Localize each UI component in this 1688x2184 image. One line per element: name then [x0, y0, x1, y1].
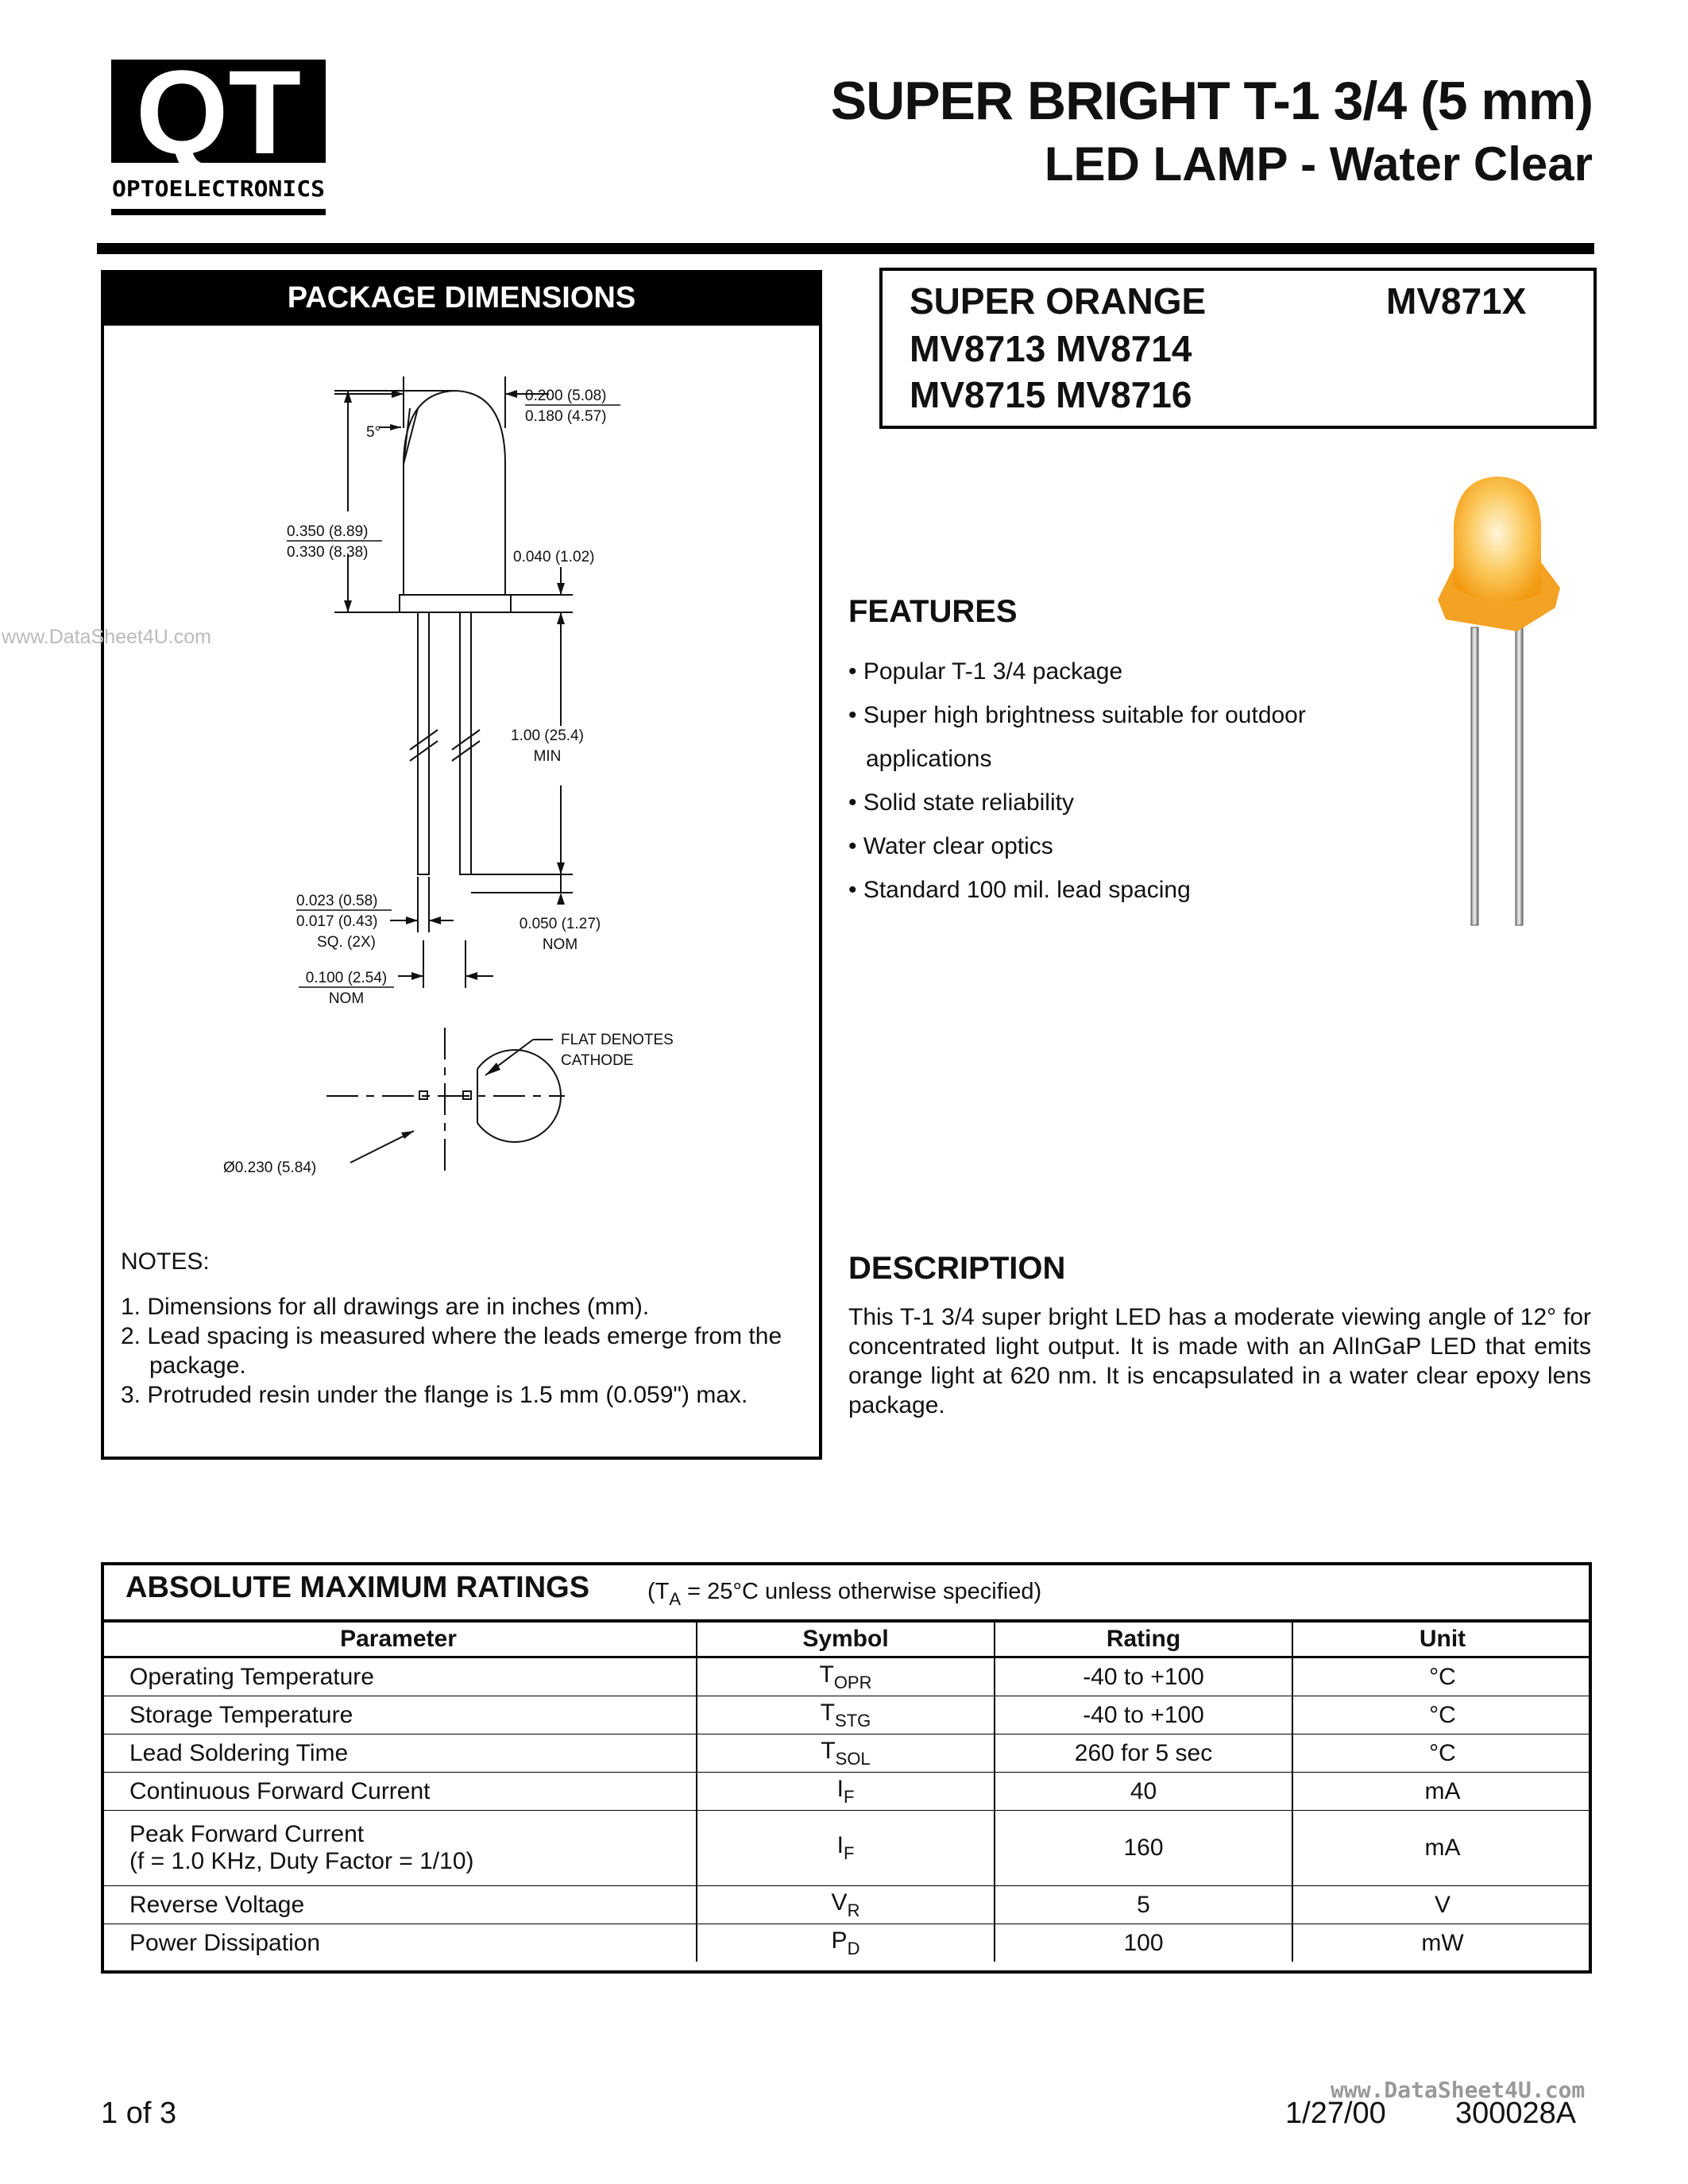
description-title: DESCRIPTION [848, 1251, 1066, 1286]
symbol-subscript: F [843, 1843, 855, 1863]
symbol-subscript: STG [835, 1710, 871, 1731]
table-row [101, 1886, 1592, 1924]
notes-title: NOTES: [121, 1248, 210, 1275]
logo-letters: QT [135, 60, 302, 179]
header-rule [97, 243, 1594, 254]
features-title: FEATURES [848, 594, 1018, 629]
dim-height-max: 0.350 (8.89) [287, 523, 369, 540]
parameter-name: Peak Forward Current [129, 1821, 365, 1847]
cell-parameter [101, 1924, 697, 1962]
cell-unit: °C [1292, 1696, 1592, 1734]
table-row [101, 1773, 1592, 1811]
col-header-parameter: Parameter [101, 1621, 697, 1657]
symbol-letter: I [836, 1775, 844, 1802]
part-numbers-row1: MV8713 MV8714 [910, 328, 1192, 369]
table-row [101, 1811, 1592, 1886]
cell-symbol [697, 1773, 995, 1811]
cond-prefix: (T [647, 1579, 670, 1604]
note-item: 2. Lead spacing is measured where the leads emerge from the package. [121, 1323, 782, 1379]
symbol-subscript: F [843, 1786, 855, 1807]
table-row [101, 1734, 1592, 1773]
cell-symbol [697, 1924, 995, 1962]
symbol-subscript: SOL [835, 1748, 871, 1769]
features-list [848, 650, 1389, 912]
dim-diameter: Ø0.230 (5.84) [223, 1160, 317, 1176]
cell-parameter [101, 1657, 697, 1696]
cell-unit: mA [1292, 1811, 1592, 1886]
parameter-detail: (f = 1.0 KHz, Duty Factor = 1/10) [129, 1848, 474, 1874]
feature-item: • Super high brightness suitable for outdoor applications [848, 702, 1306, 772]
note-item: 1. Dimensions for all drawings are in inches (mm). [121, 1294, 650, 1320]
table-row [101, 1657, 1592, 1696]
symbol-subscript: D [847, 1938, 860, 1958]
cell-parameter [101, 1811, 697, 1886]
page-number: 1 of 3 [101, 2097, 177, 2130]
doc-title: SUPER BRIGHT T-1 3/4 (5 mm) [830, 71, 1593, 131]
cell-rating: 5 [995, 1886, 1292, 1924]
dim-lens-width-max: 0.200 (5.08) [525, 388, 607, 404]
cell-unit: °C [1292, 1734, 1592, 1773]
cell-parameter [101, 1734, 697, 1773]
symbol-letter: T [820, 1699, 836, 1726]
cond-suffix: = 25°C unless otherwise specified) [681, 1579, 1042, 1604]
watermark-bottom: www.DataSheet4U.com [1331, 2077, 1586, 2103]
feature-item: • Water clear optics [848, 833, 1053, 859]
package-dimensions-heading: PACKAGE DIMENSIONS [101, 270, 822, 326]
dim-height-min: 0.330 (8.38) [287, 544, 369, 561]
ratings-title: ABSOLUTE MAXIMUM RATINGS [126, 1571, 590, 1604]
cell-symbol [697, 1811, 995, 1886]
symbol-subscript: OPR [833, 1672, 872, 1692]
doc-date: 1/27/00 [1285, 2097, 1386, 2130]
flat-note-line1: FLAT DENOTES [561, 1032, 674, 1048]
cell-unit: mW [1292, 1924, 1592, 1962]
part-series-code: MV871X [1386, 280, 1527, 322]
qt-logo [111, 60, 326, 218]
parameter-name: Power Dissipation [129, 1929, 321, 1956]
cell-rating: 40 [995, 1773, 1292, 1811]
cond-sub: A [669, 1589, 682, 1609]
cell-symbol [697, 1886, 995, 1924]
cell-symbol [697, 1696, 995, 1734]
dim-flange: 0.040 (1.02) [513, 549, 595, 565]
cell-rating: -40 to +100 [995, 1657, 1292, 1696]
led-lamp-image [1422, 469, 1581, 929]
symbol-letter: P [831, 1927, 848, 1954]
table-row [101, 1696, 1592, 1734]
feature-item: • Standard 100 mil. lead spacing [848, 877, 1191, 903]
dim-spacing: 0.100 (2.54) [305, 970, 388, 986]
cell-parameter [101, 1696, 697, 1734]
cell-symbol [697, 1657, 995, 1696]
package-notes [121, 1247, 804, 1410]
description-text: This T-1 3/4 super bright LED has a moderate viewing angle of 12° for concentrated light output. It is made with an AlInGaP LED that emits orange light at 620 nm. It is encapsulated in a water clear epoxy lens package. [848, 1304, 1591, 1418]
cell-parameter [101, 1886, 697, 1924]
cell-rating: 260 for 5 sec [995, 1734, 1292, 1773]
dim-lead-size-max: 0.023 (0.58) [296, 893, 378, 909]
col-header-unit: Unit [1292, 1621, 1592, 1657]
symbol-letter: T [821, 1737, 836, 1764]
cell-symbol [697, 1734, 995, 1773]
package-drawing [104, 329, 819, 1242]
cell-rating: 100 [995, 1924, 1292, 1962]
symbol-subscript: R [847, 1900, 860, 1920]
dim-lead-length: 1.00 (25.4) [511, 727, 584, 744]
part-color-name: SUPER ORANGE [910, 280, 1207, 322]
symbol-letter: I [836, 1832, 844, 1858]
col-header-rating: Rating [995, 1621, 1292, 1657]
part-numbers-row2: MV8715 MV8716 [910, 374, 1192, 415]
dim-standoff-note: NOM [542, 936, 578, 953]
dim-spacing-note: NOM [328, 990, 365, 1007]
col-header-symbol: Symbol [697, 1621, 995, 1657]
note-item: 3. Protruded resin under the flange is 1.5 mm (0.059") max. [121, 1382, 748, 1408]
dim-standoff: 0.050 (1.27) [519, 916, 601, 932]
doc-number: 300028A [1455, 2097, 1577, 2130]
parameter-name: Continuous Forward Current [129, 1777, 431, 1804]
notes-list [121, 1292, 804, 1410]
cell-rating: -40 to +100 [995, 1696, 1292, 1734]
parameter-name: Storage Temperature [129, 1701, 353, 1728]
cell-parameter [101, 1773, 697, 1811]
ratings-header-row [101, 1621, 1592, 1657]
symbol-letter: V [831, 1889, 848, 1916]
ratings-body [101, 1657, 1592, 1962]
ratings-table [101, 1619, 1592, 1962]
dim-angle: 5° [366, 424, 381, 441]
dim-lead-length-note: MIN [533, 748, 562, 765]
dim-lead-size-min: 0.017 (0.43) [296, 913, 378, 930]
cell-rating: 160 [995, 1811, 1292, 1886]
dim-lead-size-note: SQ. (2X) [317, 934, 376, 951]
doc-subtitle: LED LAMP - Water Clear [1044, 137, 1593, 191]
feature-item: • Popular T-1 3/4 package [848, 658, 1123, 685]
flat-note-line2: CATHODE [561, 1052, 634, 1069]
table-row [101, 1924, 1592, 1962]
cell-unit: °C [1292, 1657, 1592, 1696]
watermark-left: www.DataSheet4U.com [2, 626, 212, 648]
cell-unit: mA [1292, 1773, 1592, 1811]
symbol-letter: T [819, 1661, 834, 1688]
feature-item: • Solid state reliability [848, 789, 1074, 816]
dim-lens-width-min: 0.180 (4.57) [525, 408, 607, 425]
parameter-name: Lead Soldering Time [129, 1739, 349, 1766]
ratings-condition [647, 1579, 1041, 1610]
parameter-name: Operating Temperature [129, 1663, 374, 1690]
cell-unit: V [1292, 1886, 1592, 1924]
logo-subtitle: OPTOELECTRONICS [112, 176, 325, 202]
parameter-name: Reverse Voltage [129, 1891, 305, 1918]
